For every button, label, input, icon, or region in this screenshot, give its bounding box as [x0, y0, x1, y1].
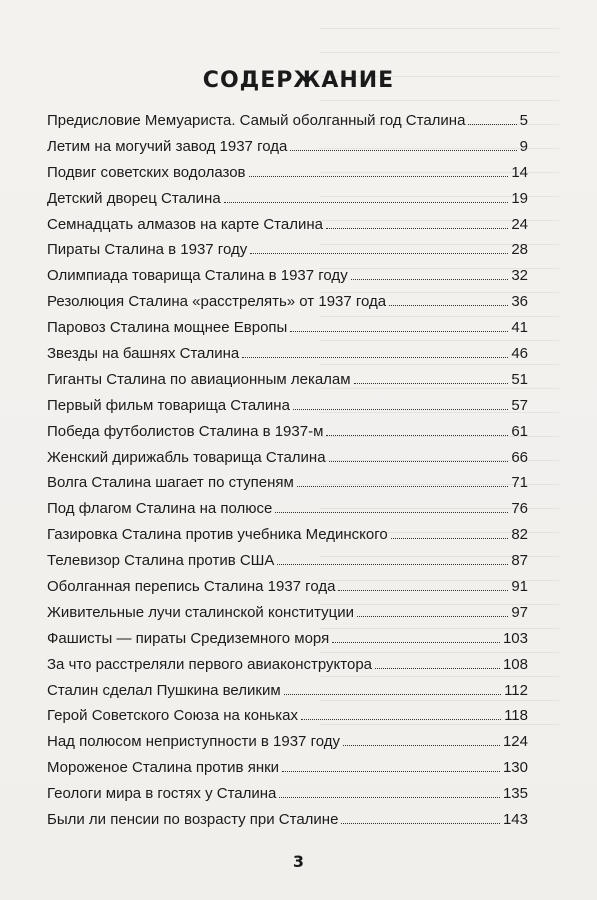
toc-entry-title: Победа футболистов Сталина в 1937-м [47, 422, 324, 440]
toc-entry [47, 241, 528, 267]
dot-leader [250, 253, 508, 254]
toc-entry [47, 656, 528, 682]
toc-entry-title: Геологи мира в гостях у Сталина [47, 785, 277, 803]
dot-leader [277, 564, 508, 565]
toc-entry-title: Над полюсом неприступности в 1937 году [47, 733, 340, 751]
toc-entry-page: 97 [511, 603, 528, 621]
toc-entry [47, 552, 528, 578]
dot-leader [275, 512, 508, 513]
dot-leader [375, 668, 500, 669]
dot-leader [282, 771, 500, 772]
toc-entry-page: 5 [519, 112, 528, 129]
dot-leader [341, 823, 500, 824]
toc-entry [47, 423, 528, 449]
dot-leader [290, 150, 516, 151]
toc-entry-title: Предисловие Мемуариста. Самый оболганный год Сталина [47, 112, 466, 129]
toc-entry [47, 811, 528, 837]
toc-entry-page: 9 [519, 137, 528, 155]
toc-entry-title: Семнадцать алмазов на карте Сталина [47, 215, 323, 233]
page-number: 3 [292, 852, 305, 871]
toc-entry-title: За что расстреляли первого авиаконструктора [47, 655, 373, 673]
toc-entry [47, 216, 528, 242]
toc-entry-title: Волга Сталина шагает по ступеням [47, 474, 294, 492]
toc-entry-page: 19 [511, 189, 528, 207]
toc-entry [47, 371, 528, 397]
dot-leader [249, 176, 509, 177]
dot-leader [343, 745, 500, 746]
toc-entry [47, 785, 528, 811]
toc-entry-page: 71 [511, 474, 528, 492]
toc-entry-title: Олимпиада товарища Сталина в 1937 году [47, 267, 348, 285]
toc-entry-title: Женский дирижабль товарища Сталина [47, 448, 326, 466]
dot-leader [389, 305, 508, 306]
toc-entry-page: 66 [511, 448, 528, 466]
toc-entry-page: 108 [502, 655, 528, 673]
toc-entry-page: 76 [511, 500, 528, 518]
toc-entry-page: 130 [502, 759, 528, 777]
toc-entry-title: Резолюция Сталина «расстрелять» от 1937 года [47, 293, 387, 311]
dot-leader [301, 719, 501, 720]
toc-entry-title: Газировка Сталина против учебника Мединского [47, 526, 388, 544]
toc-entry-page: 124 [502, 733, 528, 751]
toc-entry-title: Герой Советского Союза на коньках [47, 707, 298, 725]
toc-entry-page: 87 [511, 552, 528, 570]
toc-entry-title: Оболганная перепись Сталина 1937 года [47, 578, 336, 596]
toc-entry-title: Фашисты — пираты Средиземного моря [47, 629, 330, 647]
toc-entry-title: Живительные лучи сталинской конституции [47, 603, 354, 621]
toc-entry-title: Под флагом Сталина на полюсе [47, 500, 273, 518]
dot-leader [326, 435, 508, 436]
toc-entry-page: 36 [511, 293, 528, 311]
toc-entry-title: Сталин сделал Пушкина великим [47, 681, 281, 699]
toc-entry [47, 397, 528, 423]
toc-entry [47, 759, 528, 785]
dot-leader [354, 383, 509, 384]
toc-entry-title: Гиганты Сталина по авиационным лекалам [47, 370, 351, 388]
toc-entry-page: 32 [511, 267, 528, 285]
toc-entry [47, 164, 528, 190]
toc-entry [47, 733, 528, 759]
toc-entry-title: Паровоз Сталина мощнее Европы [47, 319, 288, 337]
toc-entry-page: 112 [504, 681, 528, 699]
toc-entry-page: 51 [511, 370, 528, 388]
toc-entry [47, 345, 528, 371]
toc-entry [47, 319, 528, 345]
toc-entry-title: Детский дворец Сталина [47, 189, 221, 207]
toc-entry-page: 91 [511, 578, 528, 596]
toc-entry-title: Первый фильм товарища Сталина [47, 396, 290, 414]
toc-entry-page: 103 [502, 629, 528, 647]
toc-entry [47, 138, 528, 164]
toc-entry-page: 24 [511, 215, 528, 233]
toc-entry [47, 630, 528, 656]
toc-entry-title: Звезды на башнях Сталина [47, 345, 240, 363]
toc-entry-title: Летим на могучий завод 1937 года [47, 137, 288, 155]
toc-entry-title: Подвиг советских водолазов [47, 163, 246, 181]
toc-entry-page: 28 [511, 241, 528, 259]
dot-leader [297, 486, 508, 487]
toc-entry-title: Пираты Сталина в 1937 году [47, 241, 248, 259]
dot-leader [391, 538, 509, 539]
toc-entry-page: 46 [511, 345, 528, 363]
toc-entry-page: 61 [511, 422, 528, 440]
page-title: СОДЕРЖАНИЕ [202, 68, 395, 93]
toc-entry [47, 267, 528, 293]
dot-leader [293, 409, 508, 410]
toc-entry [47, 190, 528, 216]
toc-entry [47, 682, 528, 708]
dot-leader [290, 331, 508, 332]
dot-leader [326, 228, 508, 229]
dot-leader [329, 461, 509, 462]
toc-entry-page: 143 [502, 811, 528, 829]
toc-entry-title: Мороженое Сталина против янки [47, 759, 280, 777]
dot-leader [357, 616, 508, 617]
toc-entry [47, 526, 528, 552]
toc-entry-page: 14 [511, 163, 528, 181]
table-of-contents [47, 112, 528, 837]
dot-leader [224, 202, 509, 203]
dot-leader [279, 797, 500, 798]
toc-entry [47, 707, 528, 733]
toc-entry-page: 82 [511, 526, 528, 544]
dot-leader [338, 590, 508, 591]
toc-entry [47, 112, 528, 138]
toc-entry-page: 118 [504, 707, 528, 725]
toc-entry-title: Были ли пенсии по возрасту при Сталине [47, 811, 339, 829]
toc-entry-title: Телевизор Сталина против США [47, 552, 275, 570]
dot-leader [332, 642, 500, 643]
toc-entry [47, 604, 528, 630]
toc-entry-page: 41 [511, 319, 528, 337]
toc-entry [47, 449, 528, 475]
dot-leader [284, 694, 501, 695]
dot-leader [351, 279, 509, 280]
toc-entry [47, 578, 528, 604]
dot-leader [242, 357, 508, 358]
toc-entry-page: 135 [502, 785, 528, 803]
toc-entry [47, 474, 528, 500]
toc-entry [47, 293, 528, 319]
dot-leader [468, 124, 516, 125]
toc-entry [47, 500, 528, 526]
toc-entry-page: 57 [511, 396, 528, 414]
